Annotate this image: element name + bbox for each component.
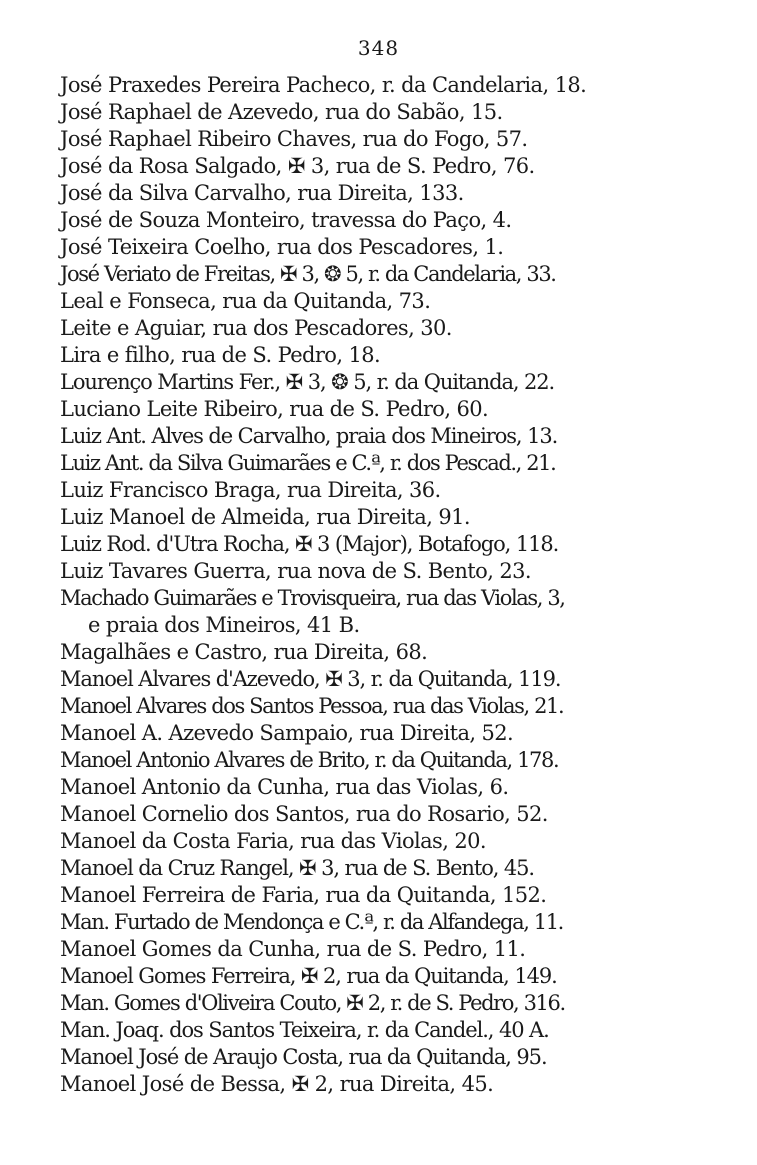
list-item: Luiz Rod. d'Utra Rocha, ✠ 3 (Major), Botafogo, 118. xyxy=(60,532,559,556)
list-item: Manoel Alvares dos Santos Pessoa, rua das Violas, 21. xyxy=(60,694,564,718)
list-item: Manoel Gomes da Cunha, rua de S. Pedro, 11. xyxy=(60,937,526,961)
list-item: José Raphael Ribeiro Chaves, rua do Fogo, 57. xyxy=(60,127,528,151)
list-item: Luiz Ant. da Silva Guimarães e C.ª, r. dos Pescad., 21. xyxy=(60,451,556,475)
list-item: José Teixeira Coelho, rua dos Pescadores, 1. xyxy=(60,235,504,259)
list-item: Luiz Manoel de Almeida, rua Direita, 91. xyxy=(60,505,470,529)
list-item: Luiz Tavares Guerra, rua nova de S. Bento, 23. xyxy=(60,559,531,583)
list-item: Leite e Aguiar, rua dos Pescadores, 30. xyxy=(60,316,452,340)
page-number: 348 xyxy=(357,36,400,60)
list-item: Manoel Antonio Alvares de Brito, r. da Quitanda, 178. xyxy=(60,748,559,772)
list-item: Manoel José de Araujo Costa, rua da Quitanda, 95. xyxy=(60,1045,547,1069)
directory-list xyxy=(60,72,660,1098)
list-item: Luciano Leite Ribeiro, rua de S. Pedro, 60. xyxy=(60,397,489,421)
list-item: e praia dos Mineiros, 41 B. xyxy=(88,613,360,637)
list-item: Magalhães e Castro, rua Direita, 68. xyxy=(60,640,428,664)
list-item: Manoel da Costa Faria, rua das Violas, 20. xyxy=(60,829,486,853)
list-item: Manoel Ferreira de Faria, rua da Quitanda, 152. xyxy=(60,883,547,907)
list-item: Lourenço Martins Fer., ✠ 3, ❂ 5, r. da Quitanda, 22. xyxy=(60,370,555,394)
list-item: Manoel Cornelio dos Santos, rua do Rosario, 52. xyxy=(60,802,548,826)
list-item: José Raphael de Azevedo, rua do Sabão, 15. xyxy=(60,100,503,124)
list-item: Leal e Fonseca, rua da Quitanda, 73. xyxy=(60,289,431,313)
list-item: Luiz Francisco Braga, rua Direita, 36. xyxy=(60,478,441,502)
list-item: Man. Gomes d'Oliveira Couto, ✠ 2, r. de S. Pedro, 316. xyxy=(60,991,565,1015)
list-item: Machado Guimarães e Trovisqueira, rua das Violas, 3, xyxy=(60,586,565,610)
list-item: Man. Joaq. dos Santos Teixeira, r. da Candel., 40 A. xyxy=(60,1018,549,1042)
list-item: Manoel Antonio da Cunha, rua das Violas, 6. xyxy=(60,775,509,799)
list-item: José Veriato de Freitas, ✠ 3, ❂ 5, r. da Candelaria, 33. xyxy=(60,262,556,286)
list-item: Manoel José de Bessa, ✠ 2, rua Direita, 45. xyxy=(60,1072,494,1096)
list-item: Manoel Alvares d'Azevedo, ✠ 3, r. da Quitanda, 119. xyxy=(60,667,561,691)
list-item: José da Rosa Salgado, ✠ 3, rua de S. Pedro, 76. xyxy=(60,154,535,178)
list-item: Manoel da Cruz Rangel, ✠ 3, rua de S. Bento, 45. xyxy=(60,856,534,880)
list-item: José de Souza Monteiro, travessa do Paço, 4. xyxy=(60,208,512,232)
list-item: Luiz Ant. Alves de Carvalho, praia dos Mineiros, 13. xyxy=(60,424,558,448)
list-item: Manoel A. Azevedo Sampaio, rua Direita, 52. xyxy=(60,721,514,745)
list-item: Manoel Gomes Ferreira, ✠ 2, rua da Quitanda, 149. xyxy=(60,964,557,988)
list-item: José da Silva Carvalho, rua Direita, 133. xyxy=(60,181,464,205)
list-item: Lira e filho, rua de S. Pedro, 18. xyxy=(60,343,381,367)
list-item: Man. Furtado de Mendonça e C.ª, r. da Alfandega, 11. xyxy=(60,910,563,934)
list-item: José Praxedes Pereira Pacheco, r. da Candelaria, 18. xyxy=(60,73,587,97)
